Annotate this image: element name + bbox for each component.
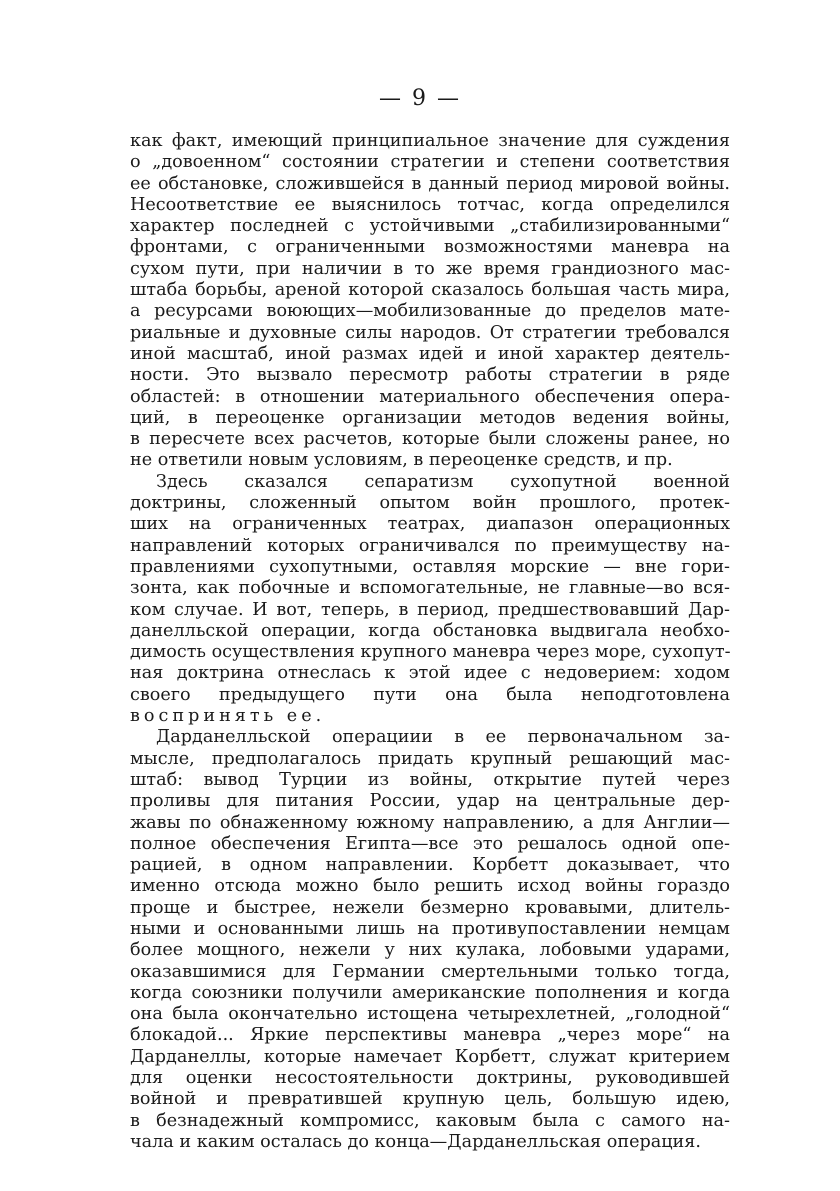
text-line: димость осуществления крупного маневра через море, сухопут- [130,642,731,663]
text-line: своего предыдущего пути она была неподготовлена [130,684,730,705]
paragraph-2 [130,472,730,728]
text-line: именно отсюда можно было решить исход войны гораздо [130,876,730,897]
text-line: мысле, предполагалось придать крупный решающий мас- [130,748,730,769]
text-line: рацией, в одном направлении. Корбетт доказывает, что [130,855,730,876]
text-line: блокадой... Яркие перспективы маневра „через море“ на [130,1025,730,1046]
text-line: для оценки несостоятельности доктрины, руководившей [130,1068,730,1089]
text-line: Несоответствие ее выяснилось тотчас, когда определился [130,194,730,215]
text-line: зонта, как побочные и вспомогательные, не главные—во вся- [130,578,730,599]
page-number: — 9 — [379,86,461,111]
text-line: не ответили новым условиям, в переоценке средств, и пр. [130,450,673,471]
text-line: штаб: вывод Турции из войны, открытие путей через [130,769,730,790]
text-line: иной масштаб, иной размах идей и иной характер деятель- [130,343,730,364]
text-line: Здесь сказался сепаратизм сухопутной военной [156,471,730,492]
text-line: жавы по обнаженному южному направлению, а для Англии— [130,812,730,833]
text-line: ная доктрина отнеслась к этой идее с недоверием: ходом [130,663,730,684]
text-line: ности. Это вызвало пересмотр работы стратегии в ряде [130,365,730,386]
text-line: в пересчете всех расчетов, которые были сложены ранее, но [130,429,730,450]
text-line: направлений которых ограничивался по преимуществу на- [130,535,730,556]
text-line: проще и быстрее, нежели безмерно кровавыми, длитель- [130,897,730,918]
text-line: сухом пути, при наличии в то же время грандиозного мас- [130,258,730,279]
text-line: полное обеспечения Египта—все это решалось одной опе- [130,833,730,854]
text-line: о „довоенном“ состоянии стратегии и степени соответствия [130,152,730,173]
text-line: проливы для питания России, удар на центральные дер- [130,791,730,812]
text-line: воспринять ее. [130,706,326,727]
text-line: а ресурсами воюющих—мобилизованные до пределов мате- [130,301,730,322]
text-line: ее обстановке, сложившейся в данный период мировой войны. [130,173,730,194]
text-line: чала и каким осталась до конца—Дарданелльская операция. [130,1131,701,1152]
text-line: как факт, имеющий принципиальное значение для суждения [130,131,730,151]
text-line: когда союзники получили американские пополнения и когда [130,982,730,1003]
text-line: более мощного, нежели у них кулака, лобовыми ударами, [130,940,730,961]
text-line: в безнадежный компромисс, каковым была с самого на- [130,1110,730,1131]
text-line: ших на ограниченных театрах, диапазон операционных [130,514,730,535]
text-line: риальные и духовные силы народов. От стратегии требовался [130,322,730,343]
text-line: доктрины, сложенный опытом войн прошлого, протек- [130,493,730,514]
text-line: войной и превратившей крупную цель, большую идею, [130,1089,730,1110]
paragraph-3 [130,727,730,1153]
text-line: Дарданелльской операциии в ее первоначальном за- [156,727,730,748]
text-line: оказавшимися для Германии смертельными только тогда, [130,961,730,982]
text-line: Дарданеллы, которые намечает Корбетт, служат критерием [130,1046,730,1067]
text-line: характер последней с устойчивыми „стабилизированными“ [130,216,730,237]
text-line: ций, в переоценке организации методов ведения войны, [130,407,730,428]
text-line: фронтами, с ограниченными возможностями маневра на [130,237,730,258]
text-line: правлениями сухопутными, оставляя морские — вне гори- [130,556,730,577]
text-line: ными и основанными лишь на противупоставлении немцам [130,918,730,939]
text-line: ком случае. И вот, теперь, в период, предшествовавший Дар- [130,599,730,620]
body-text [130,131,730,1153]
text-line: областей: в отношении материального обеспечения опера- [130,386,730,407]
text-line: данелльской операции, когда обстановка выдвигала необхо- [130,620,730,641]
paragraph-1 [130,131,730,472]
text-line: она была окончательно истощена четырехлетней, „голодной“ [130,1004,730,1025]
text-line: штаба борьбы, ареной которой сказалось большая часть мира, [130,280,730,301]
